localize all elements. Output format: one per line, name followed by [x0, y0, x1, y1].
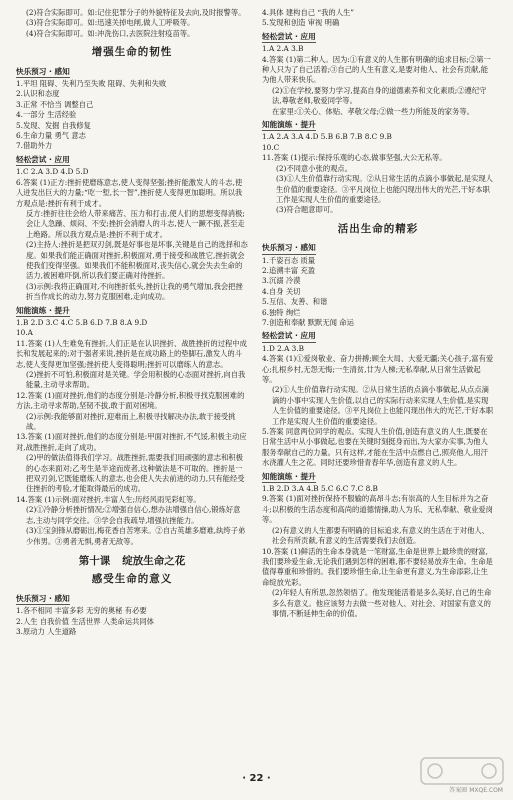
answer-line: 3.原动力 人生道路 [16, 626, 77, 636]
answer-line: 1.D 2.A 3.B [262, 343, 305, 353]
answer-line: (2)①在学校,要努力学习,提高自身的道德素养和文化素质;②遵纪守法,尊敬老师,敬爱同学等。 [272, 85, 487, 106]
answer-line: (2)示例:我能够面对挫折,迎难而上,积极寻找解决办法,敢于接受挑战。 [26, 411, 236, 432]
answer-line: (2)有意义的人生都要有明确的目标追求,有意义的生活在于对他人、社会有所贡献,有意义的生活需要我们去创造。 [272, 525, 489, 546]
answer-line: 1.B 2.D 3.C 4.C 5.B 6.D 7.B 8.A 9.D [16, 317, 148, 327]
subsection-wrapper [262, 29, 494, 44]
answer-line: 4.答案 (1)①爱岗敬业、奋力拼搏;顾全大局、大爱无疆;关心孩子,富有爱心;扎根乡村,无怨无悔;一生清贫,廿为人梯;无私奉献,从日常生活做起等。 [262, 354, 494, 384]
answer-line: 5.发现和创造 审视 明确 [262, 18, 340, 28]
answer-line: 14.答案 (1)示例:面对挫折,丰富人生;历经风雨见彩虹等。 [16, 494, 201, 504]
answer-line: 1.A 2.A 3.B [262, 44, 304, 54]
answer-line: 4.自身 关切 [262, 286, 301, 296]
subsection-wrapper [262, 117, 494, 132]
subsection-heading: 知能演练 · 提升 [16, 306, 70, 317]
answer-line: 9.答案 (1)面对挫折保持不服输的高昂斗志;有崇高的人生目标并为之奋斗;以积极的生活态度和高尚的道德情操,助人为乐、无私奉献、敬业爱岗等。 [262, 494, 493, 525]
lesson-heading [16, 556, 248, 566]
answer-line: 反方:挫折往往会给人带来痛苦、压力和打击,使人们的思想变得消极;会让人急躁、烦闷、不安;挫折会消磨人的斗志,使人一蹶不振,甚至走上绝路。所以我方观点是:挫折不利于成才。 [26, 208, 245, 239]
answer-line: 4.一部分 生活经验 [16, 110, 77, 120]
answer-line: 4.答案 (1)第二种人。因为:①有意义的人生都有明确的追求目标;②第一种人只为了自己活着;③自己的人生有意义,是要对他人、社会有贡献,能为他人带来快乐。 [262, 54, 491, 85]
answer-line: 10.答案 (1)鲜活的生命本身就是一笔财富,生命是世界上最珍贵的财富,我们要珍爱生命,无论我们遇到怎样的困难,都不要轻易放弃生命。生命是值得尊重和珍惜的。我们要珍惜生命,让生命更有意义,为生命添彩,让生命绽放光彩。 [262, 546, 493, 587]
answer-line: 6.答案 (1)正方:挫折使磨练意志,使人变得坚强;挫折能激发人的斗志,使人迸发出巨大的力量;“吃一堑,长一智”,挫折使人变得更加聪明。所以我方观点是:挫折有利于成才。 [16, 177, 243, 208]
subsection-wrapper [262, 469, 494, 484]
answer-line: 5.答案 同意两位同学的观点。实现人生价值,创造有意义的人生,既要在日常生活中从小事做起,也要在关键时刻挺身而出,为大家办实事,为他人服务奉献自己的力量。只有这样,才能在生活中点燃自己,照亮他人,用汗水浇灌人生之花。同时还要珍惜青春年华,创造有意义的人生。 [262, 427, 488, 468]
answer-line: (2)主持人:挫折是把双刃剑,既是好事也是坏事,关键是自己的选择和态度。如果我们能正确面对挫折,积极面对,勇于接受和战胜它,挫折就会使我们变得坚强。如果我们不能积极面对,丧失信心,就会失去生命的活力,被困难吓倒,所以我们要正确对待挫折。 [26, 240, 248, 281]
answer-line: (2)①冷静分析挫折情况;②增强自信心,想办法增强自信心,锻炼好意志,主动与同学交往。③学会自我疏导,增强抗挫能力。 [26, 505, 241, 525]
lesson-title: 绽放生命之花 [122, 554, 186, 567]
answer-line: 1.C 2.A 3.D 4.D 5.D [16, 167, 89, 177]
answer-line: 10.A [16, 328, 33, 338]
answer-line: 4.具体 建构自己 “我的人生” [262, 8, 355, 17]
subsection-heading: 轻松尝试 · 应用 [16, 155, 70, 166]
section-title: 感受生命的意义 [91, 573, 173, 586]
answer-line: (2)①人生价值靠行动实现。②从日常生活的点滴小事做起,从点点滴滴的小事中实现人生价值,以自己的实际行动来实现人生价值,是实现人生价值的重要途径。③平凡岗位上也能闪现出伟大的光芒,干好本职工作是实现人生价值的重要途径。 [272, 385, 494, 426]
answer-line: 7.创造和奉献 默默无闻 命运 [262, 317, 354, 327]
answer-line: 1.千姿百态 质量 [262, 255, 316, 265]
section-title: 活出生命的精彩 [337, 222, 419, 235]
subsection-heading: 快乐预习 · 感知 [16, 594, 70, 605]
subsection-heading: 轻松尝试 · 应用 [262, 331, 316, 342]
lesson-number: 第十课 [78, 554, 111, 567]
subsection-heading: 知能演练 · 提升 [262, 120, 316, 131]
answer-line: (3)符合实际即可。如:迅速关掉电闸,做人工呼吸等。 [26, 18, 195, 28]
answer-line: 6.生命力量 勇气 意志 [16, 131, 86, 141]
section-title: 增强生命的韧性 [91, 46, 173, 59]
right-column [262, 8, 494, 619]
answer-line: 10.C [262, 142, 280, 152]
subsection-wrapper [16, 152, 248, 167]
page-number: · 22 · [242, 773, 271, 784]
answer-line: (3)①人生价值靠行动实现。②从日常生活的点滴小事做起,是实现人生价值的重要途径。③平凡岗位上也能闪现出伟大的光芒,干好本职工作是实现人生价值的重要途径。 [276, 174, 493, 204]
answer-line: (3)符合题意即可。 [276, 205, 338, 215]
answer-line: (2)符合实际即可。如:记住犯罪分子的外貌特征及去向,及时报警等。 [26, 8, 246, 17]
answer-line: 5.互信、友善、和谐 [262, 297, 328, 307]
left-column [16, 8, 248, 637]
answer-line: (4)符合实际即可。如:冲洗伤口,去医院注射疫苗等。 [26, 28, 195, 38]
answer-line: (3)示例:我将正确面对,不向挫折低头,挫折让我的勇气增加,我会把挫折当作成长的动力,努力克服困难,走向成功。 [26, 281, 243, 302]
answer-line: (2)挫折不可怕,积极面对是关键。学会用积极的心态面对挫折,向自我能量,主动寻求帮助。 [26, 370, 246, 390]
answer-line: 3.正常 不恰当 调整自己 [16, 99, 94, 109]
subsection-wrapper [16, 64, 248, 79]
answer-line: 13.答案 (1)面对挫折,他们的态度分别是:甲面对挫折,不气馁,积极主动应对,战胜挫折,走向了成功。 [16, 432, 247, 452]
answer-line: 7.借助外力 [16, 141, 53, 151]
subsection-wrapper [262, 328, 494, 343]
answer-line: (3)①宝剑锋从磨砺出,梅花香自苦寒来。②自古英雄多磨难,纨绔子弟少伟男。③勇者无惧,勇者无敌等。 [26, 526, 246, 546]
subsection-wrapper [262, 240, 494, 255]
answer-line: 5.发现、发掘 自我修复 [16, 120, 91, 130]
subsection-heading: 快乐预习 · 感知 [262, 243, 316, 254]
answer-line: 12.答案 (1)面对挫折,他们的态度分别是:冷静分析,积极寻找克服困难的方法,主动寻求帮助,坚韧不拔,敢于面对困境。 [16, 390, 245, 411]
answer-line: 1.平坦 阻碍、失利乃至失败 阻碍、失利和失败 [16, 79, 167, 89]
answer-line: 11.答案 (1)人生难免有挫折,人们正是在认识挫折、战胜挫折的过程中成长和发展起来的;对于强者来说,挫折是在成功路上的垫脚石,激发人的斗志,使人变得更加坚强;挫折使人变得聪明;挫折可以磨练人的意志。 [16, 338, 247, 369]
answer-line: 1.各不相同 丰富多彩 无穷的奥秘 有必要 [16, 606, 147, 616]
subsection-heading: 知能演练 · 提升 [262, 472, 316, 483]
answer-line: 2.追溯丰富 充盈 [262, 265, 316, 275]
answer-line: 1.A 2.A 3.A 4.D 5.B 6.B 7.B 8.C 9.B [262, 132, 392, 142]
answer-line: 6.独特 绚烂 [262, 307, 301, 317]
answer-line: 11.答案 (1)提示:保持乐观的心态,做事坚强,大公无私等。 [262, 153, 447, 163]
answer-line: 在家里:①关心、体贴、孝敬父母;②做一些力所能及的家务等。 [272, 106, 474, 116]
answer-line: 3.沉溺 冷漠 [262, 276, 301, 286]
subsection-heading: 快乐预习 · 感知 [16, 67, 70, 78]
answer-line: (2)甲的做法值得我们学习。战胜挫折,需要我们用顽强的意志和积极的心态来面对;乙考生是半途而废者,这种做法是不可取的。挫折是一把双刃剑,它既能磨炼人的意志,也会使人失去前进的动力,只有能经受住挫折的考验,才能取得最后的成功。 [26, 453, 245, 494]
subsection-wrapper [16, 303, 248, 318]
answer-line: (2)不同意小张的观点。 [276, 163, 353, 173]
answer-line: 2.人生 自我价值 生活世界 人类命运共同体 [16, 616, 154, 626]
subsection-heading: 轻松尝试 · 应用 [262, 32, 316, 43]
answer-line: (2)年轻人有所思,忽然领悟了。他发现能活着是多么美好,自己的生命多么有意义。他应该努力去做一些对他人、对社会、对国家有意义的事情,不断延伸生命的价值。 [272, 588, 492, 618]
answer-line: 2.认识和态度 [16, 89, 60, 99]
watermark-text: 答案圈 MXQE.COM [449, 787, 503, 794]
answer-line: 1.B 2.D 3.A 4.B 5.C 6.C 7.C 8.B [262, 484, 378, 494]
subsection-wrapper [16, 591, 248, 606]
